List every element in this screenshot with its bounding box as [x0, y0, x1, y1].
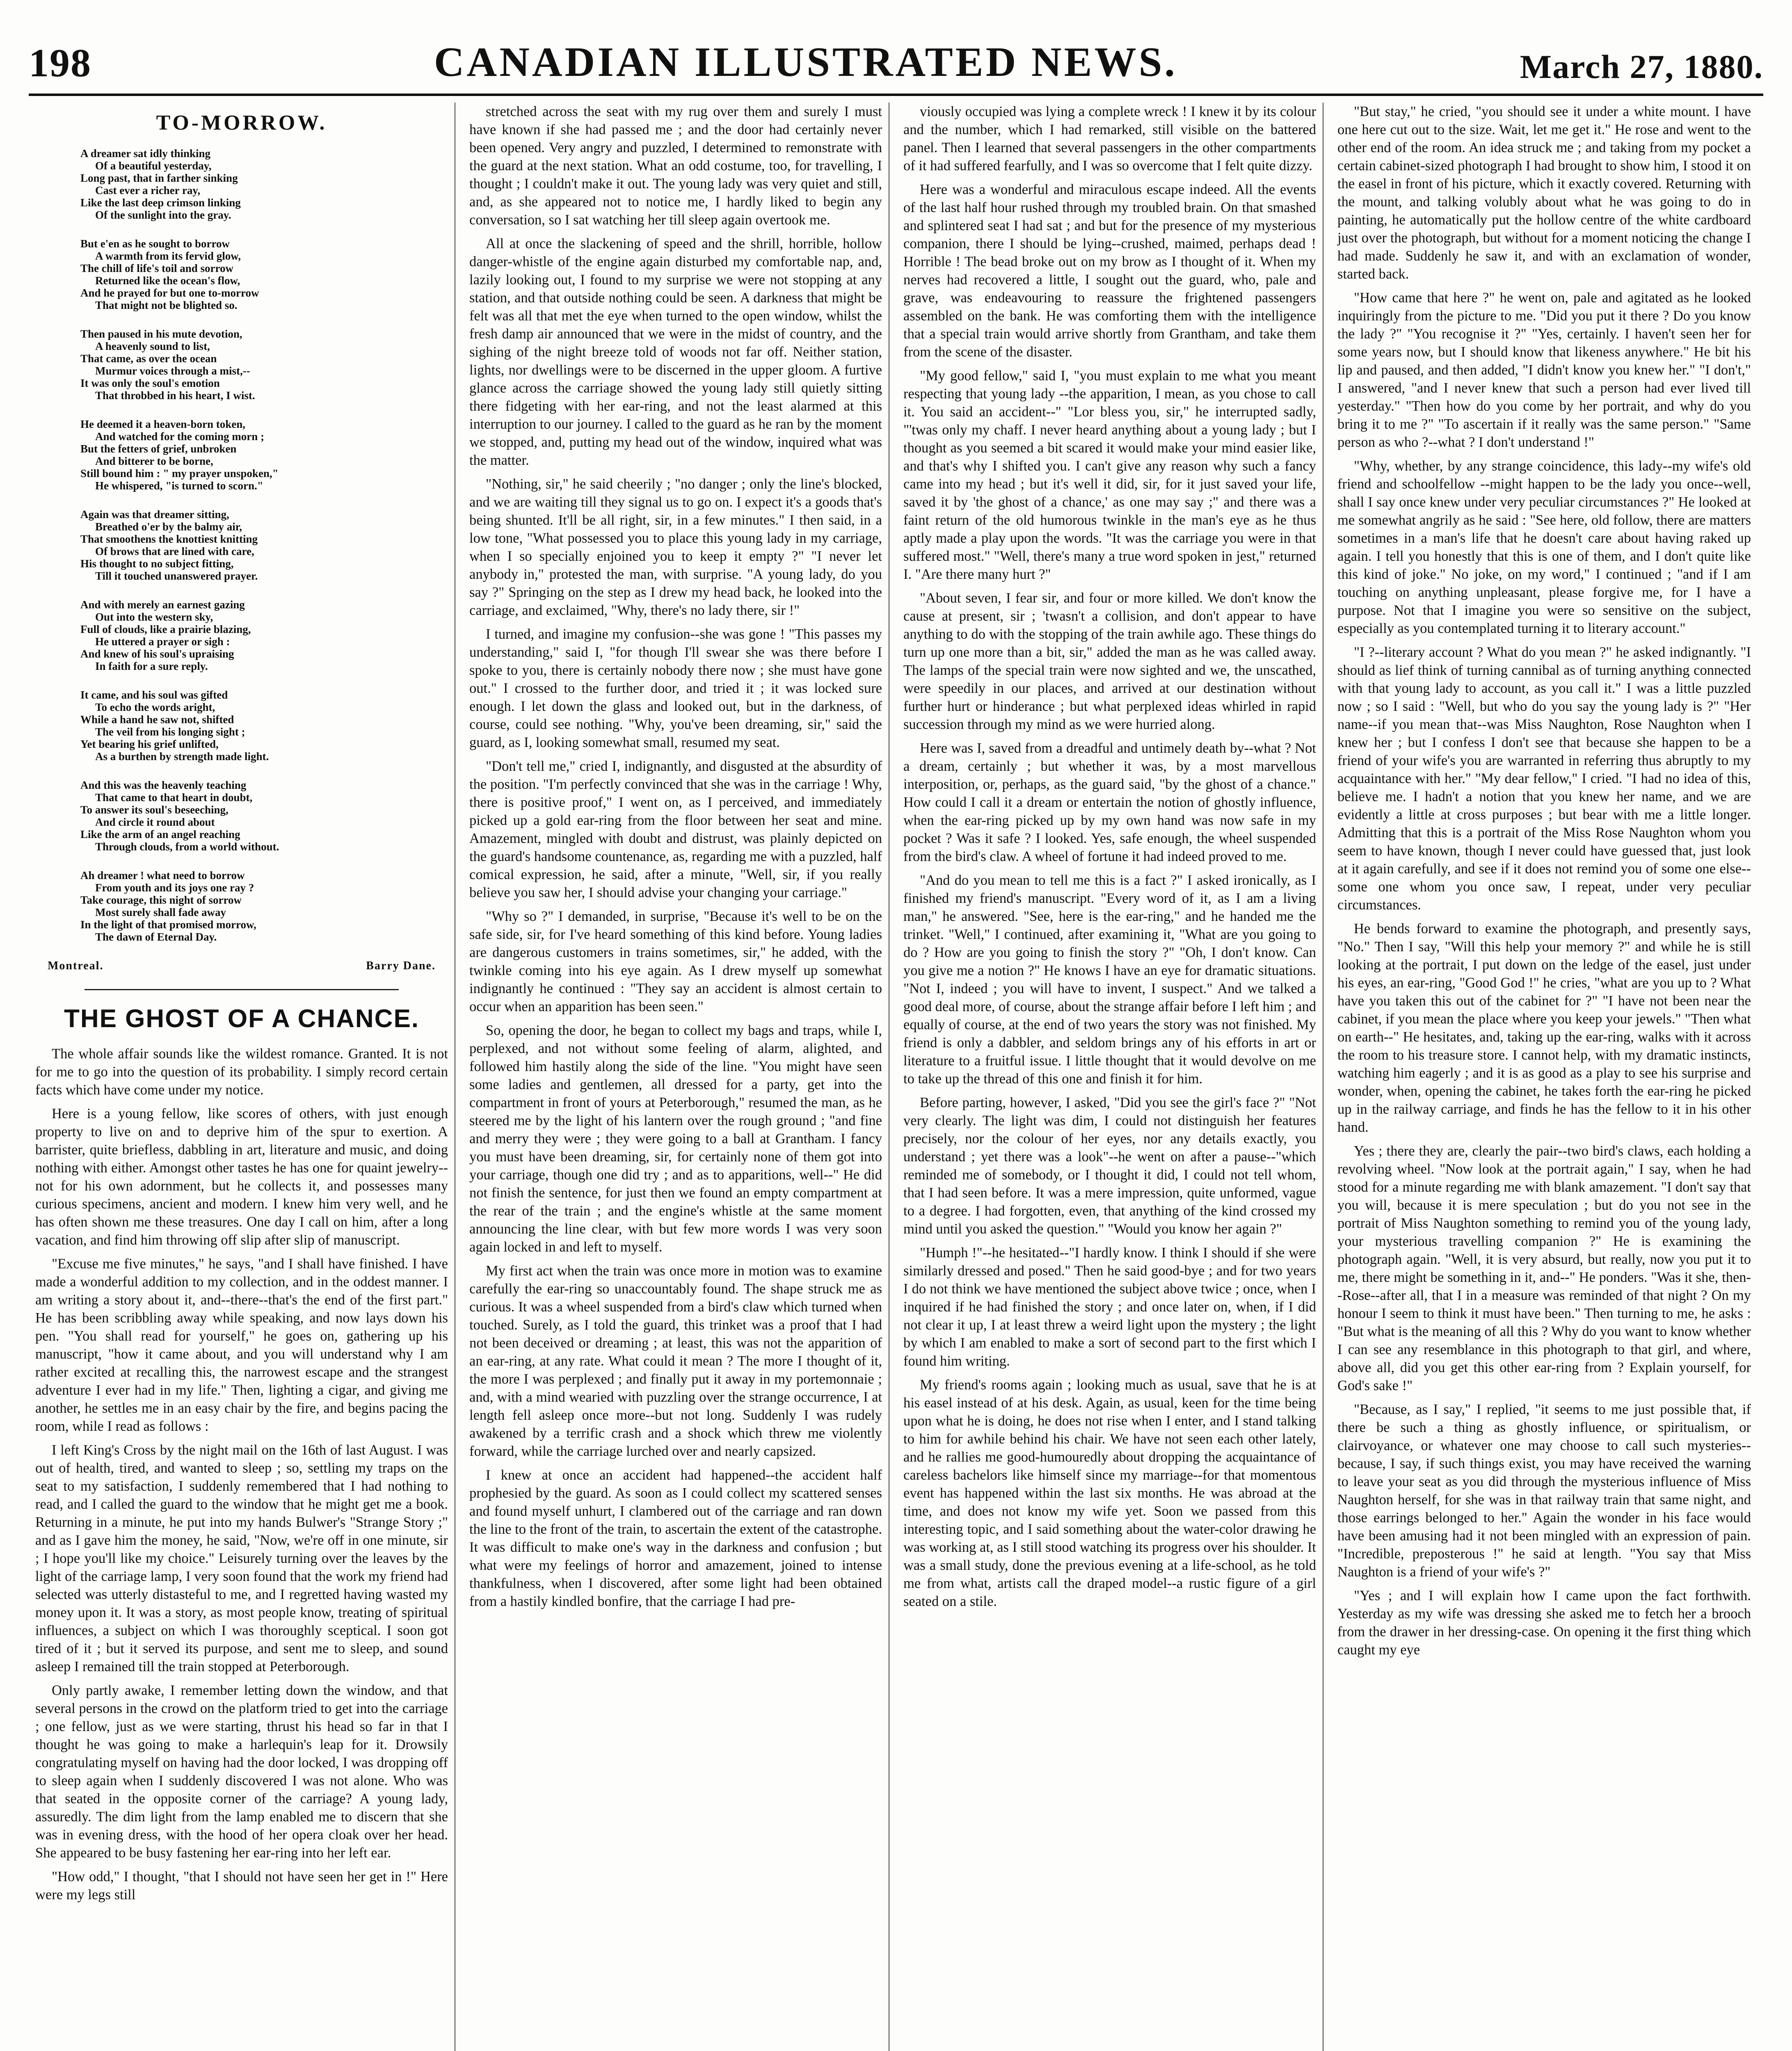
poem-line: He whispered, "is turned to scorn."	[95, 480, 263, 492]
poem-place: Montreal.	[48, 959, 104, 972]
poem-line: That might not be blighted so.	[95, 299, 238, 311]
story-text-col3	[903, 103, 1316, 1610]
poem-line: The dawn of Eternal Day.	[95, 931, 217, 943]
column-4	[1331, 103, 1758, 2051]
story-paragraph: "I ?--literary account ? What do you mean ?" he asked indignantly. "I should as lief think of turning cannibal as of turning anything connected with that young lady to account, as you call it." I was a little puzzled now ; so I said : "Well, but who do you say the young lady is ?" "Her name--if you mean that--was Miss Naughton, Rose Naughton when I knew her ; but I confess I don't see that because she happen to be a friend of your wife's you are warranted in referring thus abruptly to my acquaintance with her." "My dear fellow," I cried. "I had no idea of this, believe me. I hadn't a notion that you knew her name, and we are evidently a little at cross purposes ; but bear with me a little longer. Admitting that this is a portrait of the Miss Rose Naughton whom you seem to have known, though I never could have guessed that, just look at it again carefully, and see if it does not remind you of some one else--some one whom you once saw, I repeat, under very peculiar circumstances.	[1337, 644, 1751, 913]
poem-line: A dreamer sat idly thinking	[80, 147, 211, 160]
poem-line: The veil from his longing sight ;	[95, 726, 245, 738]
story-paragraph: viously occupied was lying a complete wreck ! I knew it by its colour and the number, which I had remarked, still visible on the battered panel. Then I learned that several passengers in the other compartments of it had suffered fearfully, and I was so overcome that I felt quite dizzy.	[903, 104, 1316, 174]
poem-body	[35, 147, 448, 943]
story-paragraph: He bends forward to examine the photograph, and presently says, "No." Then I say, "Will this help your memory ?" and while he is still looking at the portrait, I put down on the ledge of the easel, just under his eyes, an ear-ring, "Good God !" he cries, "what are you up to ? What have you taken this out of the cabinet for ?" "I have not been near the cabinet, if you mean the place where you keep your jewels." "Then what on earth--" He hesitates, and, taking up the ear-ring, walks with it across the room to his treasure store. I cannot help, with my dramatic instincts, watching him eagerly ; and it is as good as a play to see his surprise and wonder, when, opening the cabinet, he takes forth the ear-ring he picked up in the railway carriage, and finds he has the fellow to it in his other hand.	[1337, 921, 1751, 1135]
story-paragraph: I knew at once an accident had happened--the accident half prophesied by the guard. As soon as I could collect my scattered senses and found myself unhurt, I clambered out of the carriage and ran down the line to the front of the train, to ascertain the extent of the catastrophe. It was difficult to make one's way in the darkness and confusion ; but what were my feelings of horror and amazement, joined to intense thankfulness, when I discovered, after some light had been obtained from a hastily kindled bonfire, that the carriage I had pre-	[469, 1467, 882, 1609]
poem-line: Of brows that are lined with care,	[95, 545, 254, 557]
poem-line: From youth and its joys one ray ?	[95, 882, 254, 894]
story-text-col4	[1337, 103, 1751, 1659]
poem-line: And this was the heavenly teaching	[80, 779, 247, 791]
story-paragraph: Here was I, saved from a dreadful and untimely death by--what ? Not a dream, certainly ; but whether it was, by a most marvellous interposition, or, perhaps, as the guard said, "by the ghost of a chance." How could I call it a dream or entertain the notion of ghostly influence, when the ear-ring picked up by my own hand was now safe in my pocket ? Was it safe ? I looked. Yes, safe enough, the wheel suspended from the bird's claw. A wheel of fortune it had indeed proved to me.	[903, 740, 1316, 864]
story-paragraph: "But stay," he cried, "you should see it under a white mount. I have one here cut out to the size. Wait, let me get it." He rose and went to the other end of the room. An idea struck me ; and taking from my pocket a certain cabinet-sized photograph I had brought to show him, I stood it on the easel in front of his picture, which it exactly covered. Returning with the mount, and talking volubly about what he was going to do in painting, he automatically put the hollow centre of the white cardboard just over the photograph, but without for a moment noticing the change I had made. Suddenly he saw it, and with an exclamation of wonder, started back.	[1337, 104, 1751, 282]
poem-title: TO-MORROW.	[156, 111, 327, 135]
poem-line: Cast ever a richer ray,	[95, 184, 201, 196]
story-paragraph: "Yes ; and I will explain how I came upon the fact forthwith. Yesterday as my wife was dressing she asked me to fetch her a brooch from the drawer in her dressing-case. On opening it the first thing which caught my eye	[1337, 1588, 1751, 1658]
story-paragraph: "Why so ?" I demanded, in surprise, "Because it's well to be on the safe side, sir, for I've heard something of this kind before. Young ladies are dangerous customers in trains sometimes, sir," he added, with the twinkle coming into his eye again. As I drew myself up somewhat indignantly he continued : "They say an accident is almost certain to occur when an apparition has been seen."	[469, 909, 882, 1014]
poem-stanza	[35, 418, 448, 492]
poem-line: But the fetters of grief, unbroken	[80, 443, 237, 455]
poem-stanza	[35, 598, 448, 672]
poem-line: In the light of that promised morrow,	[80, 918, 256, 931]
poem-line: Yet bearing his grief unlifted,	[80, 738, 219, 750]
poem-signature	[48, 959, 436, 973]
story-paragraph: "Don't tell me," cried I, indignantly, and disgusted at the absurdity of the position. "I'm perfectly convinced that she was in the carriage ! Why, there is positive proof," I went on, as I perceived, and immediately picked up a gold ear-ring from the floor between her seat and mine. Amazement, mingled with doubt and distrust, was plainly depicted on the guard's handsome countenance, as, regarding me with a puzzled, half comical expression, he said, after a minute, "Well, sir, if you really believe you saw her, I should advise your changing your carriage."	[469, 758, 882, 900]
poem-line: And knew of his soul's upraising	[80, 648, 234, 660]
poem-line: But e'en as he sought to borrow	[80, 238, 230, 250]
story-paragraph: "How odd," I thought, "that I should not have seen her get in !" Here were my legs still	[35, 1869, 448, 1903]
poem-line: That came, as over the ocean	[80, 352, 217, 365]
poem-line: Breathed o'er by the balmy air,	[95, 521, 242, 533]
newspaper-title: CANADIAN ILLUSTRATED NEWS.	[434, 39, 1177, 85]
poem-line: That came to that heart in doubt,	[95, 791, 253, 804]
story-paragraph: Yes ; there they are, clearly the pair--two bird's claws, each holding a revolving wheel. "Now look at the portrait again," I say, when he had stood for a minute regarding me with blank amazement. "I don't say that you will, because it is mere speculation ; but do you not see in the portrait of Miss Naughton something to remind you of the young lady, your mysterious travelling companion ?" He is examining the photograph again. "Well, it is very absurd, but really, now you put it to me, there might be something in it, and--" He ponders. "Was it she, then--Rose--after all, that I in a measure was reminded of that night ? On my honour I seem to think it must have been." Then turning to me, he asks : "But what is the meaning of all this ? Why do you want to know whether I can see any resemblance in this photograph to that girl, and where, above all, did you get this other ear-ring from ? Explain yourself, for God's sake !"	[1337, 1143, 1751, 1393]
section-divider	[85, 989, 399, 990]
poem-line: Murmur voices through a mist,--	[95, 365, 250, 377]
poem-line: And circle it round about	[95, 816, 215, 828]
poem-line: Long past, that in farther sinking	[80, 172, 238, 184]
poem-line: Still bound him : " my prayer unspoken,"	[80, 467, 279, 480]
column-1	[29, 103, 455, 2051]
poem-author: Barry Dane.	[366, 959, 436, 972]
column-3	[897, 103, 1323, 2051]
poem-line: That throbbed in his heart, I wist.	[95, 389, 255, 402]
poem-line: Till it touched unanswered prayer.	[95, 570, 258, 582]
story-paragraph: "About seven, I fear sir, and four or more killed. We don't know the cause at present, sir ; 'twasn't a collision, and don't appear to have anything to do with the stopping of the train awhile ago. These things do turn up one more than a bit, sir," added the man as he was called away. The lamps of the special train were now sighted and we, the unscathed, were speedily in our places, and arrived at our destination without further hurt or hinderance ; but what perplexed ideas whirled in rapid succession through my mind as we were hurried along.	[903, 590, 1316, 732]
issue-date: March 27, 1880.	[1520, 48, 1763, 85]
poem-line: And watched for the coming morn ;	[95, 430, 264, 443]
poem-line: Of a beautiful yesterday,	[95, 160, 212, 172]
poem-line: He deemed it a heaven-born token,	[80, 418, 245, 430]
poem-line: Most surely shall fade away	[95, 906, 226, 918]
poem-line: A warmth from its fervid glow,	[95, 250, 241, 262]
story-paragraph: "My good fellow," said I, "you must explain to me what you meant respecting that young lady --the apparition, I mean, as you chose to call it. You said an accident--" "Lor bless you, sir," he interrupted sadly, "'twas only my chaff. I never heard anything about a young lady ; but I thought as you seemed a bit scared it would make your mind easier like, and that's why I shifted you. I can't give any reason why such a fancy came into my head ; but it's well it did, sir, for it just saved your life, saved it by 'the ghost of a chance,' as one may say ;" and there was a faint return of the old humorous twinkle in the man's eye as he thus aptly made a play upon the words. "It was the carriage you were in that suffered most." "Well, there's many a true word spoken in jest," returned I. "Are there many hurt ?"	[903, 368, 1316, 582]
story-paragraph: So, opening the door, he began to collect my bags and traps, while I, perplexed, and not without some feeling of alarm, alighted, and followed him hastily along the side of the line. "You might have seen some ladies and gentlemen, all dressed for a party, get into the compartment in front of yours at Peterborough," resumed the man, as he steered me by the light of his lantern over the rough ground ; "and fine and merry they were ; they were going to a ball at Grantham. I fancy you must have been dreaming, sir, for certainly none of them got into your carriage, though one did try ; and as to apparitions, well--" He did not finish the sentence, for just then we found an empty compartment at the rear of the train ; and the engine's whistle at the same moment announcing the line clear, with but few more words I was very soon again locked in and left to myself.	[469, 1023, 882, 1255]
page-number: 198	[29, 41, 91, 85]
poem-line: Then paused in his mute devotion,	[80, 328, 242, 340]
poem-stanza	[35, 238, 448, 311]
poem-line: Like the arm of an angel reaching	[80, 828, 240, 840]
story-paragraph: "Humph !"--he hesitated--"I hardly know. I think I should if she were similarly dressed and posed." Then he said good-bye ; and for two years I do not think we have mentioned the subject above twice ; once, when I inquired if he had finished the story ; and once later on, when, if I did not clear it up, I at least threw a weird light upon the mystery ; the light by which I am enabled to make a sort of second part to the first which I found him writing.	[903, 1245, 1316, 1369]
poem-line: Take courage, this night of sorrow	[80, 894, 242, 906]
poem-line: Through clouds, from a world without.	[95, 840, 279, 853]
poem-stanza	[35, 779, 448, 853]
story-paragraph: The whole affair sounds like the wildest romance. Granted. It is not for me to go into the question of its probability. I simply record certain facts which have come under my notice.	[35, 1046, 448, 1098]
story-paragraph: "Excuse me five minutes," he says, "and I shall have finished. I have made a wonderful addition to my collection, and in the oddest manner. I am writing a story about it, and--there--that's the end of the first part." He has been scribbling away while speaking, and now lays down his pen. "You shall read for yourself," he goes on, gathering up his manuscript, "how it came about, and you will understand why I am rather excited at recalling this, the narrowest escape and the strangest adventure I ever had in my life." Then, lighting a cigar, and giving me another, he settles me in an easy chair by the fire, and begins pacing the room, while I read as follows :	[35, 1256, 448, 1434]
poem-line: To answer its soul's beseeching,	[80, 804, 229, 816]
story-paragraph: "How came that here ?" he went on, pale and agitated as he looked inquiringly from the picture to me. "Did you put it there ? Do you know the lady ?" "You recognise it ?" "Yes, certainly. I haven't seen her for some years now, but I should know that likeness anywhere." He bit his lip and paused, and then added, "I didn't know you knew her." "I don't," I answered, "and I never knew that such a person had ever lived till yesterday." "Then how do you come by her portrait, and why do you bring it to me ?" "To ascertain if it really was the same person." "Same person as who ?--what ? I don't understand !"	[1337, 290, 1751, 450]
story-paragraph: I left King's Cross by the night mail on the 16th of last August. I was out of health, tired, and wanted to sleep ; so, settling my traps on the seat to my satisfaction, I suddenly remembered that I had nothing to read, and I called the guard to the window that he might get me a book. Returning in a minute, he put into my hands Bulwer's "Strange Story ;" and as I gave him the money, he said, "Now, we're off in one minute, sir ; I hope you'll like my choice." Leisurely turning over the leaves by the light of the carriage lamp, I very soon found that the work my friend had selected was utterly distasteful to me, and I regretted having wasted my money upon it. It was a story, as most people know, treating of spiritual influences, a subject on which I was thoroughly sceptical. I soon got tired of it ; but it served its purpose, and sent me to sleep, and sound asleep I remained till the train stopped at Peterborough.	[35, 1442, 448, 1674]
story-paragraph: "Why, whether, by any strange coincidence, this lady--my wife's old friend and schoolfellow --might happen to be the lady you once--well, shall I say once knew under very peculiar circumstances ?" He looked at me somewhat angrily as he said : "See here, old follow, there are matters sometimes in a man's life that he doesn't care about having raked up again. I tell you honestly that this is one of them, and I don't quite like this kind of joke." No joke, on my word," I continued ; "and if I am touching on anything unpleasant, please forgive me, for I have a purpose. Not that I imagine you were so sensitive on the subject, especially as you contemplated turning it to literary account."	[1337, 458, 1751, 636]
poem-line: The chill of life's toil and sorrow	[80, 262, 234, 274]
poem-line: And bitterer to be borne,	[95, 455, 213, 467]
poem-stanza	[35, 147, 448, 221]
poem-line: Returned like the ocean's flow,	[95, 274, 240, 287]
article-columns	[29, 103, 1763, 2051]
poem-line: To echo the words aright,	[95, 701, 215, 713]
poem-line: It was only the soul's emotion	[80, 377, 220, 389]
story-paragraph: My first act when the train was once more in motion was to examine carefully the ear-ring so unaccountably found. The shape struck me as curious. It was a wheel suspended from a bird's claw which turned when touched. Surely, as I told the guard, this trinket was a proof that I had not been deceived or dreaming ; at least, this was not the apparition of an ear-ring, at any rate. What could it mean ? The more I thought of it, the more I was perplexed ; and finally put it away in my portemonnaie ; and, with a mind wearied with puzzling over the strange occurrence, I at length fell asleep once more--but not long. Suddenly I was rudely awakened by a terrific crash and a shock which threw me violently forward, while the carriage lurched over and nearly capsized.	[469, 1263, 882, 1459]
poem-line: And he prayed for but one to-morrow	[80, 287, 259, 299]
story-paragraph: Before parting, however, I asked, "Did you see the girl's face ?" "Not very clearly. The light was dim, I could not distinguish her features precisely, nor the colour of her eyes, nor any details exactly, you understand ; yet there was a look"--he went on after a pause--"which reminded me of somebody, or I thought it did, I could not tell whom, that I had seen before. It was a mere impression, quite unformed, vague to a degree. I had forgotten, even, that anything of the kind crossed my mind until you asked the question." "Would you know her again ?"	[903, 1095, 1316, 1237]
poem-line: It came, and his soul was gifted	[80, 689, 228, 701]
poem-stanza	[35, 869, 448, 943]
story-paragraph: "And do you mean to tell me this is a fact ?" I asked ironically, as I finished my friend's manuscript. "Every word of it, as I am a living man," he answered. "See, here is the ear-ring," and he handed me the trinket. "Well," I continued, after examining it, "What are you going to do ? How are you going to finish the story ?" "Oh, I don't know. Can you give me a notion ?" He knows I have an eye for dramatic situations. "Not I, indeed ; you will have to invent, I suspect." And we talked a good deal more, of course, about the strange affair before I left him ; and equally of course, at the end of two years the story was not finished. My friend is only a dabbler, and seldom brings any of his efforts in art or literature to a fruitful issue. I little thought that it would devolve on me to take up the thread of this one and finish it for him.	[903, 872, 1316, 1087]
story-title: THE GHOST OF A CHANCE.	[64, 1005, 420, 1033]
story-text-col2	[469, 103, 882, 1610]
poem-line: His thought to no subject fitting,	[80, 557, 234, 570]
poem-line: And with merely an earnest gazing	[80, 598, 245, 611]
poem-line: Like the last deep crimson linking	[80, 196, 241, 209]
poem-line: Out into the western sky,	[95, 611, 213, 623]
poem-line: As a burthen by strength made light.	[95, 750, 269, 763]
story-text-col1	[35, 1045, 448, 1904]
poem-line: Of the sunlight into the gray.	[95, 209, 231, 221]
story-paragraph: Only partly awake, I remember letting down the window, and that several persons in the crowd on the platform tried to get into the carriage ; one fellow, just as we were starting, thrust his head so far in that I thought he was going to make a harlequin's leap for it. Drowsily congratulating myself on having had the door locked, I was dropping off to sleep again when I suddenly discovered I was not alone. Who was that seated in the opposite corner of the carriage? A young lady, assuredly. The dim light from the lamp enabled me to discern that she was in evening dress, with the hood of her opera cloak over her head. She appeared to be busy fastening her ear-ring into her left ear.	[35, 1683, 448, 1861]
poem-line: Ah dreamer ! what need to borrow	[80, 869, 245, 882]
story-paragraph: "Because, as I say," I replied, "it seems to me just possible that, if there be such a thing as ghostly influence, or spiritualism, or clairvoyance, or whatever one may choose to call such mysteries--because, I say, if such things exist, you may have received the warning to leave your seat as you did through the mysterious influence of Miss Naughton herself, for she was in that railway train that same night, and those earrings belonged to her." Again the wonder in his face would have been amusing had it not been mingled with an expression of pain. "Incredible, preposterous !" he said at length. "You say that Miss Naughton is a friend of your wife's ?"	[1337, 1402, 1751, 1580]
poem-stanza	[35, 328, 448, 402]
story-paragraph: All at once the slackening of speed and the shrill, horrible, hollow danger-whistle of the engine again disturbed my comfortable nap, and, lazily looking out, I found to my surprise we were not stopping at any station, and that outside nothing could be seen. A darkness that might be felt was all that met the eye when turned to the open window, whilst the fresh damp air announced that we were in the midst of country, and the sighing of the night breeze told of woods not far off. Neither station, lights, nor dwellings were to be discerned in the upper gloom. A furtive glance across the carriage showed the young lady still quietly sitting there fidgeting with her ear-ring, and not the least alarmed at this interruption to our journey. I called to the guard as he ran by the moment we stopped, and, putting my head out of the window, inquired what was the matter.	[469, 236, 882, 468]
poem-line: Full of clouds, like a prairie blazing,	[80, 623, 251, 635]
story-paragraph: Here is a young fellow, like scores of others, with just enough property to live on and to deprive him of the spur to exertion. A barrister, quite briefless, dabbling in art, literature and music, and doing nothing with either. Amongst other tastes he has one for quaint jewelry--not for his own adornment, but he collects it, and possesses many curious specimens, ancient and modern. I knew him very well, and he has often shown me these treasures. One day I call on him, after a long vacation, and find him throwing off slip after slip of manuscript.	[35, 1106, 448, 1248]
story-paragraph: My friend's rooms again ; looking much as usual, save that he is at his easel instead of at his desk. Again, as usual, keen for the time being upon what he is doing, he does not rise when I enter, and I stand talking to him for awhile behind his chair. We have not seen each other lately, and he rallies me good-humouredly about dropping the acquaintance of careless bachelors like himself since my marriage--for that momentous event has happened within the last six months. He was abroad at the time, and does not know my wife yet. Soon we passed from this interesting topic, and I said something about the water-color drawing he was working at, as I still stood watching its progress over his shoulder. It was a small study, done the previous evening at a life-school, as he told me from what, artists call the draped model--a rustic figure of a girl seated on a stile.	[903, 1377, 1316, 1609]
masthead	[29, 25, 1763, 96]
poem-line: While a hand he saw not, shifted	[80, 713, 234, 726]
poem-stanza	[35, 689, 448, 763]
poem-stanza	[35, 508, 448, 582]
story-paragraph: "Nothing, sir," he said cheerily ; "no danger ; only the line's blocked, and we are waiting till they signal us to go on. I expect it's a goods that's being shunted. It'll be all right, sir, in a few minutes." I then said, in a low tone, "What possessed you to place this young lady in my carriage, when I so specially enjoined you to keep it empty ?" "I never let anybody in," protested the man, with surprise. "A young lady, do you say ?" Springing on the step as I drew my head back, he looked into the carriage, and exclaimed, "Why, there's no lady there, sir !"	[469, 476, 882, 618]
poem-line: Again was that dreamer sitting,	[80, 508, 229, 521]
poem-line: In faith for a sure reply.	[95, 660, 208, 672]
poem-line: He uttered a prayer or sigh :	[95, 635, 230, 648]
story-paragraph: stretched across the seat with my rug over them and surely I must have known if she had passed me ; and the door had certainly never been opened. Very angry and puzzled, I determined to remonstrate with the guard at the next station. What an odd costume, too, for travelling, I thought ; I couldn't make it out. The young lady was very quiet and still, and, as she appeared not to notice me, I hardly liked to begin any conversation, so I sat watching her till sleep again overtook me.	[469, 104, 882, 228]
column-2	[463, 103, 889, 2051]
story-paragraph: I turned, and imagine my confusion--she was gone ! "This passes my understanding," said I, "for though I'll swear she was there before I spoke to you, there is certainly nobody there now ; she must have gone out." I crossed to the further door, and tried it ; it was locked sure enough. I let down the glass and looked out, but in the darkness, of course, could see nothing. "Why, you've been dreaming, sir," said the guard, as I, looking somewhat small, resumed my seat.	[469, 626, 882, 750]
story-paragraph: Here was a wonderful and miraculous escape indeed. All the events of the last half hour rushed through my troubled brain. On that smashed and splintered seat I had sat ; and but for the presence of my mysterious companion, there I should be lying--crushed, maimed, perhaps dead ! Horrible ! The bead broke out on my brow as I thought of it. When my nerves had recovered a little, I sought out the guard, who, pale and grave, was endeavouring to reassure the frightened passengers assembled on the bank. He was comforting them with the intelligence that a special train would arrive shortly from Grantham, and take them from the scene of the disaster.	[903, 182, 1316, 360]
poem-line: That smoothens the knottiest knitting	[80, 533, 258, 545]
poem-line: A heavenly sound to list,	[95, 340, 210, 352]
